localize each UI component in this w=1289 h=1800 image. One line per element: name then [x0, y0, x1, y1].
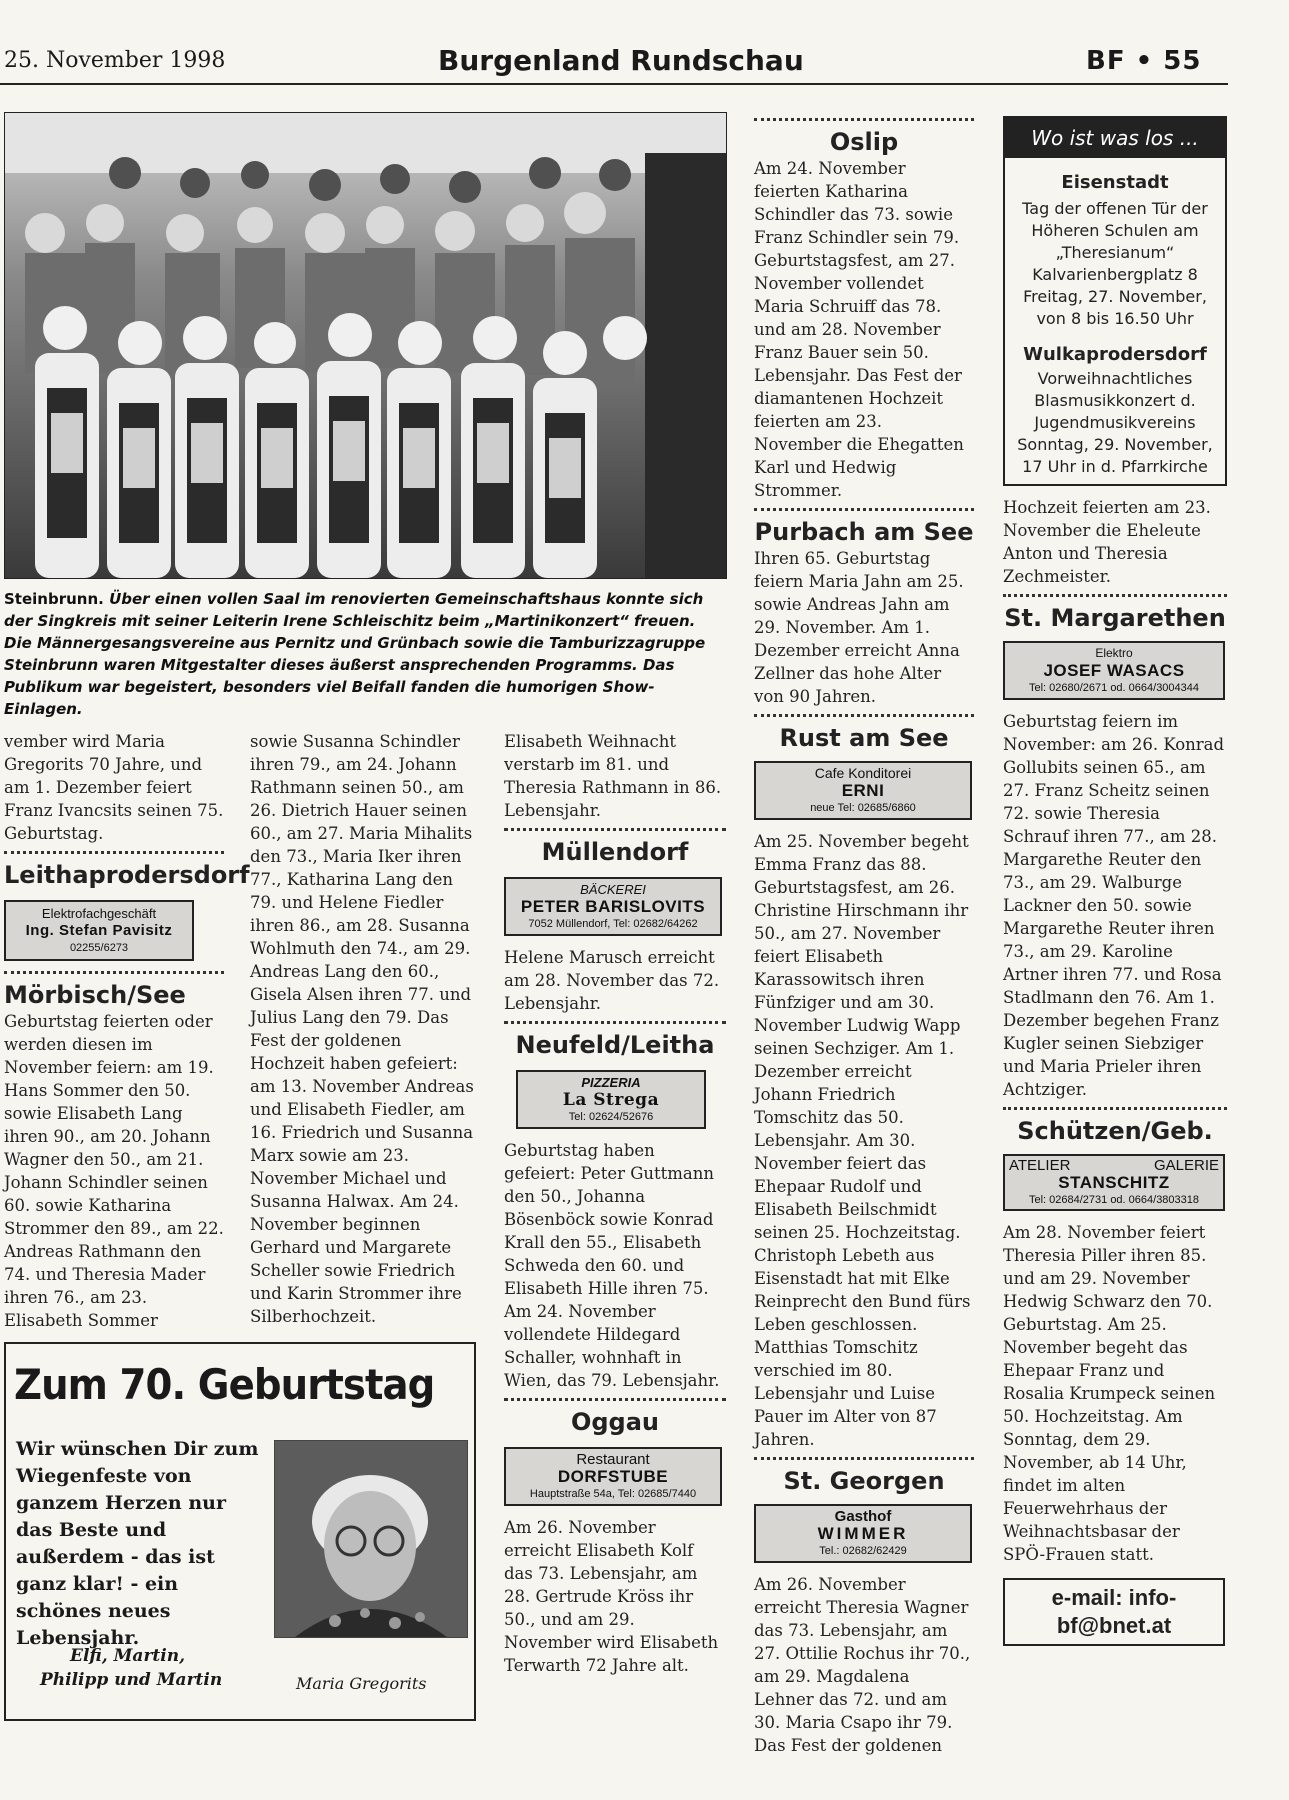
- neufeld-text: Geburtstag haben gefeiert: Peter Guttmann den 50., Johanna Bösenböck sowie Konrad Krall den 55., Elisabeth Schweda den 60. und Elisabeth Hille ihren 75. Am 24. November vollendete Hildegard Schaller, wohnhaft in Wien, das 79. Lebensjahr.: [504, 1141, 720, 1390]
- greeting-title: Zum 70. Geburtstag: [14, 1360, 435, 1409]
- ad-name: PETER BARISLOVITS: [520, 897, 706, 916]
- divider: [4, 971, 224, 974]
- col1-intro: vember wird Maria Gregorits 70 Jahre, und am 1. Dezember feiert Franz Ivancsits seinen 75. Geburtstag.: [4, 732, 224, 843]
- column-2: [250, 730, 474, 1328]
- ad-phone: Tel.: 02682/62429: [819, 1545, 907, 1557]
- divider: [504, 1398, 726, 1401]
- col3-intro: Elisabeth Weihnacht verstarb im 81. und Theresia Rathmann in 86. Lebensjahr.: [504, 732, 722, 820]
- ad-name: ERNI: [841, 781, 885, 800]
- ad-name: JOSEF WASACS: [1043, 661, 1185, 680]
- oslip-text: Am 24. November feierten Katharina Schindler das 73. sowie Franz Schindler sein 79. Geburtstagsfest, am 27. November vollendet Maria Schruiff das 78. und am 28. November Franz Bauer sein 50. Lebensjahr. Das Fest der diamantenen Hochzeit feierten am 23. November die Ehegatten Karl und Hedwig Strommer.: [754, 159, 964, 500]
- leithaprodersdorf-heading: Leithaprodersdorf: [4, 861, 250, 889]
- header-rule: [0, 83, 1228, 85]
- ad-phone: Tel: 02684/2731 od. 0664/3803318: [1028, 1194, 1200, 1206]
- ad-name: La Strega: [562, 1090, 660, 1110]
- muellendorf-heading: Müllendorf: [541, 838, 689, 866]
- divider: [1003, 594, 1227, 597]
- neufeld-heading: Neufeld/Leitha: [515, 1031, 715, 1059]
- georgen-heading: St. Georgen: [783, 1467, 945, 1495]
- oggau-heading: Oggau: [570, 1408, 660, 1436]
- column-1: [4, 730, 250, 1332]
- ad-name: STANSCHITZ: [1058, 1173, 1170, 1192]
- ad-line: Restaurant: [576, 1451, 650, 1468]
- page-number: BF • 55: [1086, 46, 1202, 76]
- ad-stanschitz: [1003, 1154, 1225, 1211]
- choir-photo-image: [5, 113, 726, 578]
- oslip-heading: Oslip: [829, 128, 899, 156]
- ad-address: Hauptstraße 54a, Tel: 02685/7440: [529, 1488, 697, 1500]
- divider: [754, 118, 974, 121]
- issue-date: 25. November 1998: [4, 48, 226, 73]
- ad-phone: neue Tel: 02685/6860: [810, 802, 916, 814]
- divider: [754, 714, 974, 717]
- divider: [754, 508, 974, 511]
- ad-phone: Tel: 02624/52676: [568, 1111, 654, 1123]
- ad-line: Elektrofachgeschäft: [41, 906, 157, 921]
- ad-dorfstube: [504, 1447, 722, 1506]
- greeting-signature-1: Elfi, Martin,: [70, 1646, 185, 1666]
- ad-erni: [754, 761, 972, 820]
- ad-line: PIZZERIA: [581, 1075, 641, 1090]
- ad-atelier: ATELIER: [1009, 1157, 1071, 1174]
- event1-text: Tag der offenen Tür der Höheren Schulen am „Theresianum“ Kalvarienbergplatz 8 Freitag, 27. November, von 8 bis 16.50 Uhr: [1022, 199, 1208, 328]
- purbach-text: Ihren 65. Geburtstag feiern Maria Jahn am 25. sowie Andreas Jahn am 29. November. Am 1. Dezember erreicht Anna Zellner das hohe Alter von 90 Jahren.: [754, 549, 964, 706]
- ad-name: WIMMER: [817, 1524, 909, 1543]
- oggau-text: Am 26. November erreicht Elisabeth Kolf das 73. Lebensjahr, am 28. Gertrude Kröss ihr 50., und am 29. November wird Elisabeth Terwarth 72 Jahre alt.: [504, 1518, 719, 1675]
- divider: [1003, 1107, 1227, 1110]
- events-box: [1003, 116, 1227, 486]
- choir-photo: [4, 112, 727, 579]
- margarethen-text: Geburtstag feiern im November: am 26. Konrad Gollubits seinen 65., am 27. Franz Scheitz seinen 72. sowie Theresia Schrauf ihren 77., am 28. Margarethe Reuter den 73., am 29. Walburge Lackner den 50. sowie Margarethe Reuter ihren 73., am 29. Karoline Artner ihren 77. und Rosa Stadlmann den 76. Am 1. Dezember begehen Franz Kugler seinen Siebziger und Maria Prieler ihren Achtziger.: [1003, 712, 1225, 1099]
- ad-name: DORFSTUBE: [557, 1467, 669, 1486]
- portrait-image: [275, 1441, 467, 1637]
- ad-name: Ing. Stefan Pavisitz: [25, 922, 173, 939]
- ad-pavisitz: [4, 900, 194, 961]
- portrait-caption: Maria Gregorits: [296, 1674, 427, 1693]
- divider: [4, 851, 224, 854]
- ad-la-strega: [516, 1070, 706, 1129]
- moerbisch-heading: Mörbisch/See: [4, 981, 186, 1009]
- event2-place: Wulkaprodersdorf: [1023, 344, 1207, 365]
- col5-intro: Hochzeit feierten am 23. November die Eheleute Anton und Theresia Zechmeister.: [1003, 498, 1211, 586]
- newspaper-title: Burgenland Rundschau: [438, 44, 804, 77]
- ad-phone: Tel: 02680/2671 od. 0664/3004344: [1028, 682, 1200, 694]
- rust-heading: Rust am See: [779, 724, 949, 752]
- rust-text: Am 25. November begeht Emma Franz das 88. Geburtstagsfest, am 26. Christine Hirschmann ihr 50., am 27. November feiert Elisabeth Karassowitsch ihren Fünfziger und am 30. November Ludwig Wapp seinen Sechziger. Am 1. Dezember erreicht Johann Friedrich Tomschitz das 50. Lebensjahr. Am 30. November feiert das Ehepaar Rudolf und Elisabeth Beilschmidt seinen 25. Hochzeitstag. Christoph Lebeth aus Eisenstadt hat mit Elke Reinprecht den Bund fürs Leben geschlossen. Matthias Tomschitz verschied im 80. Lebensjahr und Luise Pauer im Alter von 87 Jahren.: [754, 832, 971, 1449]
- ad-wimmer: [754, 1504, 972, 1563]
- event1-place: Eisenstadt: [1061, 172, 1169, 193]
- portrait-photo: [274, 1440, 468, 1638]
- col2-text: sowie Susanna Schindler ihren 79., am 24. Johann Rathmann seinen 50., am 26. Dietrich Hauer seinen 60., am 27. Maria Mihalits den 73., Maria Iker ihren 77., Katharina Lang den 79. und Helene Fiedler ihren 86., am 28. Susanna Wohlmuth den 74., am 29. Andreas Lang den 60., Gisela Alsen ihren 77. und Julius Lang den 79. Das Fest der goldenen Hochzeit haben gefeiert: am 13. November Andreas und Elisabeth Fiedler, am 16. Friedrich und Susanna Marx sowie am 23. November Michael und Susanna Halwax. Am 24. November beginnen Gerhard und Margarete Scheller sowie Friedrich und Karin Strommer ihre Silberhochzeit.: [250, 732, 474, 1326]
- ad-line: [1005, 1158, 1223, 1173]
- ad-galerie: GALERIE: [1153, 1157, 1219, 1174]
- ad-line: Gasthof: [834, 1508, 892, 1525]
- events-box-title: Wo ist was los ...: [1005, 118, 1225, 158]
- greeting-message: Wir wünschen Dir zum Wiegenfeste von ganzem Herzen nur das Beste und außerdem - das ist ganz klar! - ein schönes neues Lebensjahr.: [16, 1438, 259, 1649]
- greeting-signature-2: Philipp und Martin: [40, 1670, 223, 1690]
- caption-body: Über einen vollen Saal im renovierten Gemeinschaftshaus konnte sich der Singkreis mit seiner Leiterin Irene Schleischitz beim „Martinikonzert“ freuen. Die Männergesangsvereine aus Pernitz und Grünbach sowie die Tamburizzagruppe Steinbrunn waren Mitgestalter dieses äußerst ansprechenden Programms. Das Publikum war begeistert, besonders viel Beifall fanden die humorigen Show-Einlagen.: [4, 590, 706, 718]
- margarethen-heading: St. Margarethen: [1004, 604, 1226, 632]
- ad-barislovits: [504, 877, 722, 936]
- divider: [754, 1457, 974, 1460]
- email-text: e-mail: info-bf@bnet.at: [1051, 1585, 1177, 1638]
- purbach-heading: Purbach am See: [754, 518, 974, 546]
- schuetzen-text: Am 28. November feiert Theresia Piller ihren 85. und am 29. November Hedwig Schwarz den 70. Geburtstag. Am 25. November begeht das Ehepaar Franz und Rosalia Krumpeck seinen 50. Hochzeitstag. Am Sonntag, dem 29. November, ab 14 Uhr, findet im alten Feuerwehrhaus der Weihnachtsbasar der SPÖ-Frauen statt.: [1003, 1223, 1216, 1564]
- georgen-text: Am 26. November erreicht Theresia Wagner das 73. Lebensjahr, am 27. Ottilie Rochus ihr 70., am 29. Magdalena Lehner das 72. und am 30. Maria Csapo ihr 79. Das Fest der goldenen: [754, 1575, 971, 1755]
- birthday-greeting-ad: [4, 1342, 476, 1721]
- muellendorf-text: Helene Marusch erreicht am 28. November das 72. Lebensjahr.: [504, 948, 720, 1013]
- ad-address: 7052 Müllendorf, Tel: 02682/64262: [528, 918, 698, 930]
- divider: [504, 828, 726, 831]
- schuetzen-heading: Schützen/Geb.: [1017, 1117, 1213, 1145]
- column-3: [504, 730, 726, 1677]
- email-box: [1003, 1578, 1225, 1646]
- moerbisch-text: Geburtstag feierten oder werden diesen im November feiern: am 19. Hans Sommer den 50. sowie Elisabeth Lang ihren 90., am 20. Johann Wagner den 50., am 21. Johann Schindler seinen 60. sowie Katharina Strommer den 89., am 22. Andreas Rathmann den 74. und Theresia Mader ihren 76., am 23. Elisabeth Sommer: [4, 1012, 224, 1330]
- caption-lead: Steinbrunn.: [4, 590, 104, 608]
- ad-line: Cafe Konditorei: [814, 765, 912, 781]
- event2-text: Vorweihnachtliches Blasmusikkonzert d. Jugendmusikvereins Sonntag, 29. November, 17 Uhr in d. Pfarrkirche: [1017, 369, 1213, 476]
- divider: [504, 1021, 726, 1024]
- ad-line: BÄCKEREI: [580, 882, 646, 897]
- column-4: [754, 112, 974, 1757]
- ad-line: Elektro: [1095, 646, 1133, 660]
- photo-caption: [4, 588, 724, 720]
- ad-wasacs: [1003, 641, 1225, 700]
- column-5: [1003, 116, 1227, 1646]
- ad-phone: 02255/6273: [69, 942, 129, 954]
